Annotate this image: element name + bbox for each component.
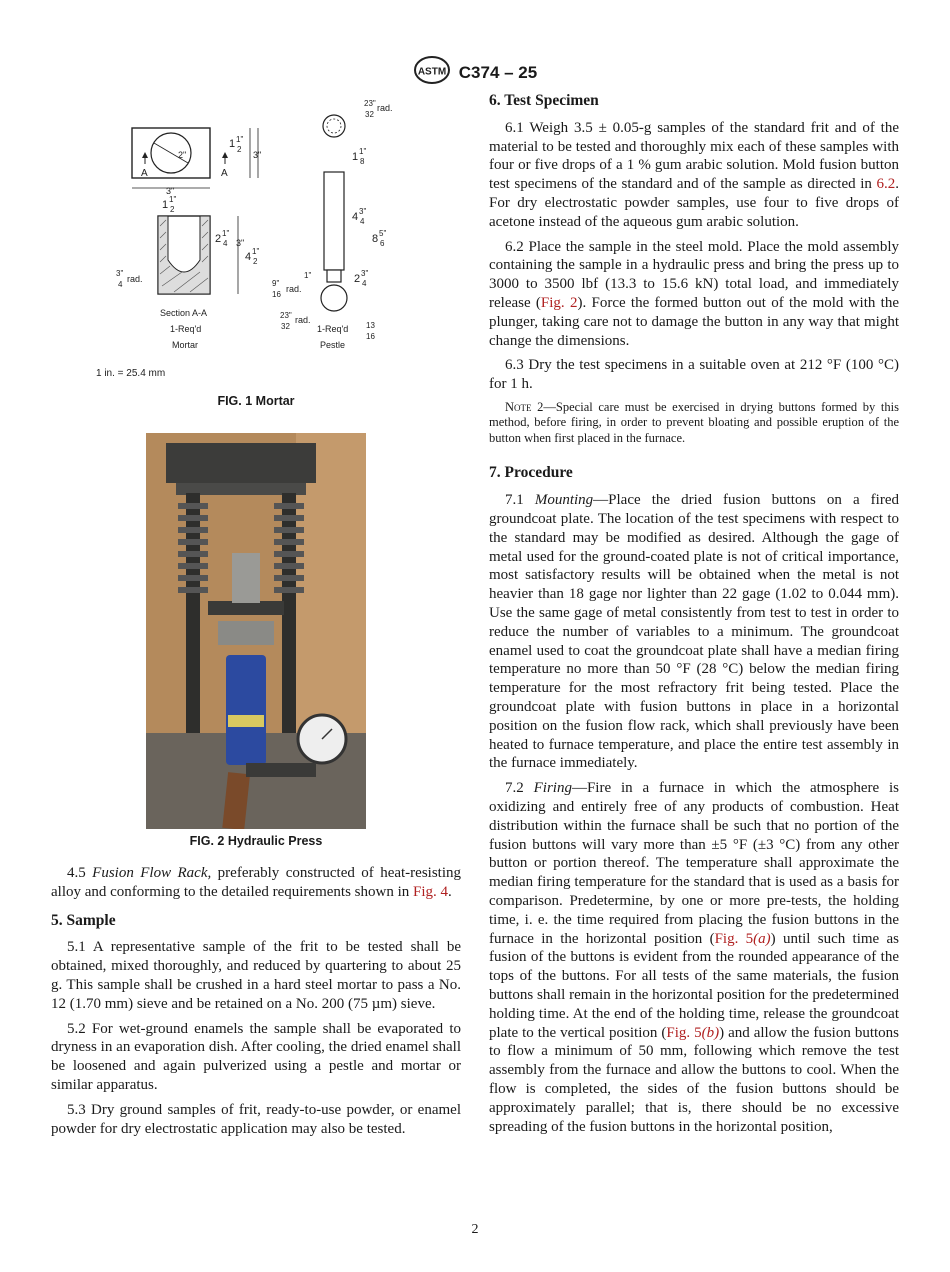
hydraulic-press-photo (146, 433, 366, 829)
para-6-3: 6.3 Dry the test specimens in a suitable oven at 212 °F (100 °C) for 1 h. (489, 357, 899, 393)
fig2-caption: FIG. 2 Hydraulic Press (189, 834, 323, 848)
svg-text:16: 16 (272, 290, 281, 299)
svg-text:1: 1 (162, 199, 169, 211)
svg-text:3": 3" (361, 269, 369, 278)
para-5-2: 5.2 For wet-ground enamels the sample shall be evaporated to dryness in an evaporation dish. After cooling, the dried enamel shall be loosened and again pulverized using a pestle and mortar or similar apparatus. (51, 1020, 461, 1093)
svg-text:6: 6 (380, 239, 385, 248)
svg-text:2: 2 (354, 273, 361, 285)
svg-text:2: 2 (253, 257, 258, 266)
svg-text:3": 3" (253, 150, 262, 160)
svg-text:1": 1" (169, 195, 177, 204)
astm-logo-icon (413, 55, 451, 90)
para-5-1: 5.1 A representative sample of the frit to be tested shall be obtained, mixed thoroughly, and reduced by quartering to about 25 g. This sample shall be crushed in a hard steel mortar to pass a No. 12 (1.70 mm) sieve and be retained on a No. 200 (75 µm) sieve. (51, 939, 461, 1012)
svg-text:32: 32 (365, 110, 374, 119)
right-column (489, 92, 899, 1142)
svg-text:2": 2" (178, 150, 187, 160)
svg-text:1-Req'd: 1-Req'd (170, 324, 202, 334)
fig1-caption: FIG. 1 Mortar (217, 394, 295, 408)
section-7-heading: 7. Procedure (489, 464, 573, 482)
page-header (0, 55, 950, 90)
standard-designation: C374 – 25 (458, 62, 538, 82)
svg-text:4: 4 (352, 211, 359, 223)
svg-text:1": 1" (359, 147, 367, 156)
svg-text:4: 4 (118, 280, 123, 289)
mortar-pestle-drawing (90, 92, 430, 382)
svg-text:1": 1" (222, 229, 230, 238)
svg-text:A: A (141, 168, 148, 179)
svg-text:1-Req'd: 1-Req'd (317, 324, 349, 334)
para-5-3: 5.3 Dry ground samples of frit, ready-to-use powder, or enamel powder for dry electrostatic application may also be tested. (51, 1101, 461, 1137)
note-2: Note 2—Special care must be exercised in drying buttons formed by this method, before firing, in order to prevent bloating and possible eruption of the button when first placed in the furnace. (489, 399, 899, 445)
fig2-link[interactable]: Fig. 2 (540, 294, 578, 311)
para-6-1: 6.1 Weigh 3.5 ± 0.05-g samples of the standard frit and of the material to be tested and thoroughly mix each of these samples with four or five drops of a 1 % gum arabic solution. Mold fusion button test specimens of the standard and of the sample as directed in 6.2. For dry electrostatic powder samples, use four to five drops of acetone instead of the aqueous gum arabic solution. (489, 119, 899, 230)
para-6-2: 6.2 Place the sample in the steel mold. Place the mold assembly containing the sample in a hydraulic press and bring the press up to 3000 to 3500 lbf (13.3 to 15.6 kN) total load, and immediately release (Fig. 2). Force the formed button out of the mold with the plunger, taking care not to damage the button in any way that might change the dimensions. (489, 238, 899, 349)
svg-text:23": 23" (364, 99, 376, 108)
svg-text:rad.: rad. (295, 315, 311, 325)
svg-text:3": 3" (116, 269, 124, 278)
svg-text:3": 3" (359, 207, 367, 216)
svg-text:1: 1 (229, 138, 236, 150)
svg-text:4: 4 (223, 239, 228, 248)
svg-text:rad.: rad. (377, 103, 393, 113)
svg-text:2: 2 (215, 233, 222, 245)
page-number: 2 (471, 1222, 479, 1237)
svg-text:Mortar: Mortar (172, 340, 199, 350)
svg-text:Pestle: Pestle (320, 340, 346, 350)
svg-text:A: A (221, 168, 228, 179)
para-7-2: 7.2 Firing—Fire in a furnace in which the atmosphere is oxidizing and entirely free of any products of combustion. Heat distribution within the furnace shall be such that no portion of the fusion buttons will vary more than ±5 °F (±3 °C) from any other button or portion thereof. The temperature shall approximate the median firing temperature for the standard that is used as a basis for comparison. Predetermine, by one or more pre-tests, the holding time, i. e. the time required from placing the fusion buttons in the furnace in the horizontal position (Fig. 5(a)) until such time as fusion of the buttons is evident from the rounded appearance of the tops of the buttons. For all tests of the same materials, the fusion buttons shall remain in the horizontal position for the predetermined holding time. At the end of the holding time, release the groundcoat plate to the vertical position (Fig. 5(b)) and allow the fusion buttons to flow a minimum of 50 mm, following which remove the test assembly from the furnace and allow the buttons to cool. When the flow is completed, the sides of the fusion buttons should be approximately parallel; that is, there should be no excessive spreading of the fusion buttons in the horizontal position, (489, 780, 900, 1135)
svg-text:3": 3" (236, 238, 245, 248)
section-5-heading: 5. Sample (51, 911, 116, 929)
svg-text:13: 13 (366, 321, 375, 330)
svg-text:4: 4 (362, 279, 367, 288)
svg-text:1": 1" (252, 247, 260, 256)
svg-text:32: 32 (281, 322, 290, 331)
fig5a-link[interactable]: Fig. 5(a) (714, 930, 771, 947)
svg-text:2: 2 (170, 205, 175, 214)
svg-text:8: 8 (372, 233, 379, 245)
svg-text:1: 1 (352, 151, 359, 163)
para-7-1: 7.1 Mounting—Place the dried fusion buttons on a fired groundcoat plate. The location of the test specimens with respect to the standard may be modified as desired. Although the gage of metal used for the ground-coated plate is not of critical importance, most satisfactory results will be obtained when the metal is not heavier than 18 gage nor lighter than 22 gage (1.02 to 0.044 mm). Use the same gage of metal consistently from test to test in order to reduce the number of variables to a minimum. The groundcoat enamel used to coat the groundcoat plate shall have a median firing temperature no more than 50 °F (28 °C) below the median firing temperature for the most refractory frit being tested. Place the groundcoat plate with fusion buttons in place in a horizontal position on the fusion flow rack, which shall previously have been heated to furnace temperature, and place the entire test assembly in the furnace immediately. (489, 492, 899, 772)
svg-text:16: 16 (366, 332, 375, 341)
svg-text:rad.: rad. (127, 274, 143, 284)
svg-text:ASTM: ASTM (417, 66, 446, 78)
svg-text:4: 4 (360, 217, 365, 226)
svg-text:5": 5" (379, 229, 387, 238)
svg-text:1": 1" (304, 271, 312, 280)
svg-text:1": 1" (236, 135, 244, 144)
svg-text:3": 3" (166, 186, 175, 196)
svg-text:9": 9" (272, 279, 280, 288)
svg-text:Section A-A: Section A-A (160, 308, 208, 318)
svg-text:1 in. = 25.4 mm: 1 in. = 25.4 mm (96, 368, 166, 379)
svg-text:rad.: rad. (286, 284, 302, 294)
section-6-heading: 6. Test Specimen (489, 92, 599, 109)
fig4-link[interactable]: Fig. 4 (413, 883, 449, 900)
para-4-5: 4.5 Fusion Flow Rack, preferably constructed of heat-resisting alloy and conforming to the detailed requirements shown in Fig. 4. (51, 865, 462, 900)
svg-text:2: 2 (237, 145, 242, 154)
svg-text:23": 23" (280, 311, 292, 320)
section-6-2-link[interactable]: 6.2 (876, 176, 896, 193)
fig5b-link[interactable]: Fig. 5(b) (666, 1024, 720, 1041)
svg-text:4: 4 (245, 251, 252, 263)
svg-text:8: 8 (360, 157, 365, 166)
left-column (51, 864, 461, 1144)
